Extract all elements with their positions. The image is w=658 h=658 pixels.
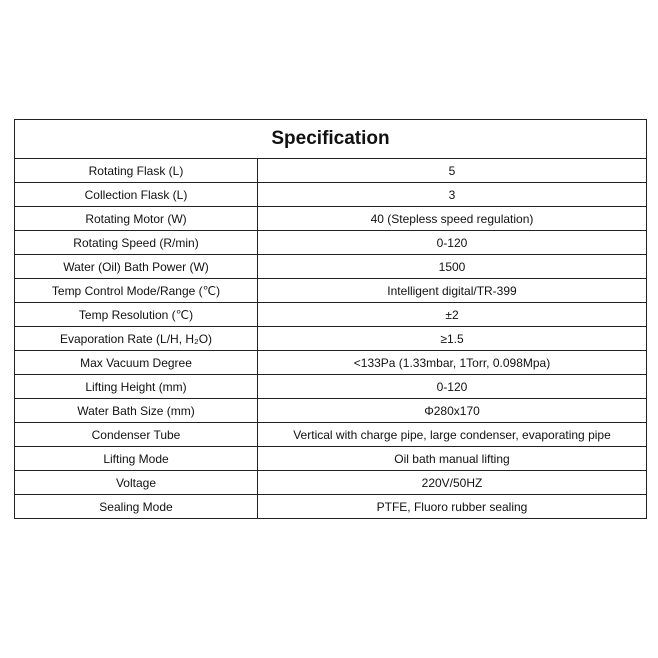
- row-label: Water (Oil) Bath Power (W): [15, 255, 258, 279]
- row-label: Rotating Flask (L): [15, 159, 258, 183]
- row-label: Rotating Motor (W): [15, 207, 258, 231]
- row-label: Max Vacuum Degree: [15, 351, 258, 375]
- row-value: 1500: [258, 255, 647, 279]
- row-label: Evaporation Rate (L/H, H₂O): [15, 327, 258, 351]
- table-row: [15, 159, 647, 183]
- row-value: 5: [258, 159, 647, 183]
- specification-table: [14, 119, 647, 519]
- table-row: [15, 351, 647, 375]
- row-value: Intelligent digital/TR-399: [258, 279, 647, 303]
- row-label: Temp Resolution (℃): [15, 303, 258, 327]
- table-title-row: [15, 120, 647, 159]
- table-row: [15, 447, 647, 471]
- table-row: [15, 471, 647, 495]
- row-value: <133Pa (1.33mbar, 1Torr, 0.098Mpa): [258, 351, 647, 375]
- table-title: Specification: [15, 120, 647, 159]
- row-value: Vertical with charge pipe, large condenser, evaporating pipe: [258, 423, 647, 447]
- row-value: 0-120: [258, 231, 647, 255]
- row-value: ≥1.5: [258, 327, 647, 351]
- table-row: [15, 399, 647, 423]
- row-label: Sealing Mode: [15, 495, 258, 519]
- table-row: [15, 255, 647, 279]
- table-row: [15, 303, 647, 327]
- table-row: [15, 279, 647, 303]
- row-value: Φ280x170: [258, 399, 647, 423]
- row-label: Rotating Speed (R/min): [15, 231, 258, 255]
- table-row: [15, 375, 647, 399]
- row-label: Collection Flask (L): [15, 183, 258, 207]
- row-value: 3: [258, 183, 647, 207]
- table-row: [15, 327, 647, 351]
- row-label: Voltage: [15, 471, 258, 495]
- table-row: [15, 183, 647, 207]
- table-row: [15, 231, 647, 255]
- row-label: Condenser Tube: [15, 423, 258, 447]
- row-label: Temp Control Mode/Range (℃): [15, 279, 258, 303]
- row-value: PTFE, Fluoro rubber sealing: [258, 495, 647, 519]
- row-value: 220V/50HZ: [258, 471, 647, 495]
- row-value: ±2: [258, 303, 647, 327]
- row-label: Water Bath Size (mm): [15, 399, 258, 423]
- table-row: [15, 207, 647, 231]
- row-value: Oil bath manual lifting: [258, 447, 647, 471]
- table-row: [15, 423, 647, 447]
- row-label: Lifting Height (mm): [15, 375, 258, 399]
- table-row: [15, 495, 647, 519]
- row-value: 40 (Stepless speed regulation): [258, 207, 647, 231]
- row-value: 0-120: [258, 375, 647, 399]
- row-label: Lifting Mode: [15, 447, 258, 471]
